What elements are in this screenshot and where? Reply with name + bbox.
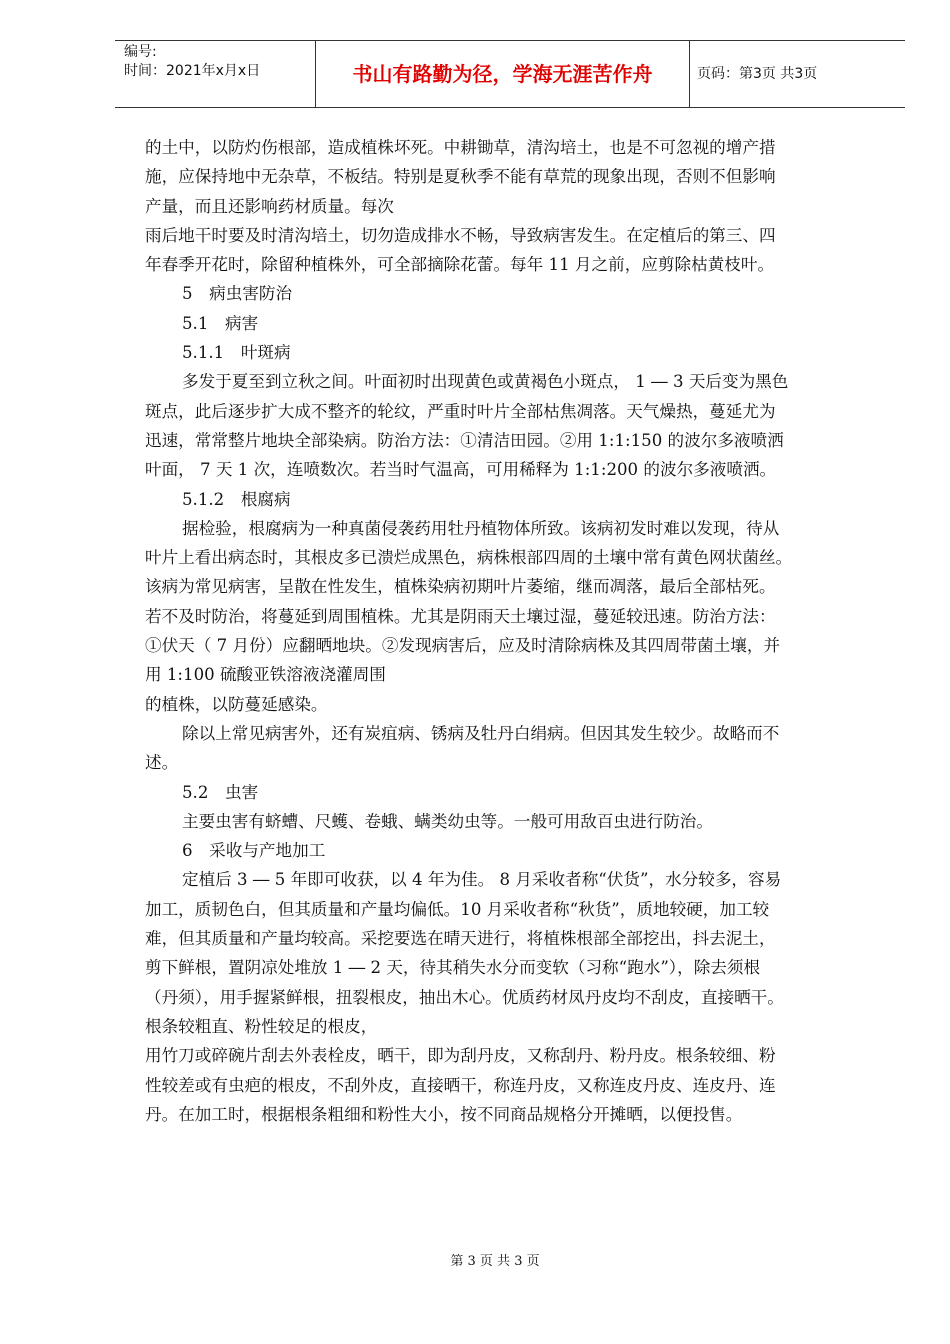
body-text-line: 剪下鲜根，置阴凉处堆放 1 ― 2 天，待其稍失水分而变软（习称“跑水”），除去须根 [145, 958, 761, 978]
body-text-line: 丹。在加工时，根据根条粗细和粉性大小，按不同商品规格分开摊晒，以便投售。 [145, 1104, 743, 1124]
page-header [115, 40, 905, 108]
body-text-line: 5.1 病害 [182, 313, 259, 333]
body-text-line: 述。 [145, 753, 179, 773]
body-text-line: 主要虫害有蛴螬、尺蠖、卷蛾、螨类幼虫等。一般可用敌百虫进行防治。 [182, 811, 713, 831]
body-text-line: 据检验，根腐病为一种真菌侵袭药用牡丹植物体所致。该病初发时难以发现，待从 [182, 518, 780, 538]
body-text-line: 雨后地干时要及时清沟培土，切勿造成排水不畅，导致病害发生。在定植后的第三、四 [145, 225, 776, 245]
body-text-line: 6 采收与产地加工 [182, 841, 326, 861]
body-text-line: 多发于夏至到立秋之间。叶面初时出现黄色或黄褐色小斑点， 1 ― 3 天后变为黑色 [182, 372, 789, 392]
body-text-line: 年春季开花时，除留种植株外，可全部摘除花蕾。每年 11 月之前，应剪除枯黄枝叶。 [145, 255, 775, 275]
body-text-line: ①伏天（ 7 月份）应翻晒地块。②发现病害后，应及时清除病株及其四周带菌土壤，并 [145, 636, 781, 656]
body-text-line: 5.1.1 叶斑病 [182, 343, 291, 363]
body-text-line: 斑点，此后逐步扩大成不整齐的轮纹，严重时叶片全部枯焦凋落。天气燥热，蔓延尤为 [145, 401, 776, 421]
body-text-line: 5.2 虫害 [182, 782, 259, 802]
document-number-label: 编号: [124, 44, 157, 60]
document-body [145, 133, 885, 1129]
body-text-line: 5.1.2 根腐病 [182, 489, 291, 509]
header-page-info: 页码：第3页 共3页 [697, 66, 818, 82]
body-text-line: 用竹刀或碎碗片刮去外表栓皮，晒干，即为刮丹皮，又称刮丹、粉丹皮。根条较细、粉 [145, 1046, 776, 1066]
body-text-line: 5 病虫害防治 [182, 284, 293, 304]
body-text-line: 该病为常见病害，呈散在性发生，植株染病初期叶片萎缩，继而凋落，最后全部枯死。 [145, 577, 776, 597]
body-text-line: 施，应保持地中无杂草，不板结。特别是夏秋季不能有草荒的现象出现，否则不但影响 [145, 167, 776, 187]
body-text-line: 除以上常见病害外，还有炭疽病、锈病及牡丹白绢病。但因其发生较少。故略而不 [182, 723, 780, 743]
body-text-line: （丹须），用手握紧鲜根，扭裂根皮，抽出木心。优质药材凤丹皮均不刮皮，直接晒干。 [145, 987, 784, 1007]
body-text-line: 性较差或有虫疤的根皮，不刮外皮，直接晒干，称连丹皮，又称连皮丹皮、连皮丹、连 [145, 1075, 776, 1095]
body-text-line: 加工，质韧色白，但其质量和产量均偏低。10 月采收者称“秋货”，质地较硬，加工较 [145, 899, 770, 919]
body-text-line: 叶面， 7 天 1 次，连喷数次。若当时气温高，可用稀释为 1:1:200 的波尔多液喷洒。 [145, 460, 777, 480]
body-text-line: 若不及时防治，将蔓延到周围植株。尤其是阴雨天土壤过湿，蔓延较迅速。防治方法： [145, 606, 776, 626]
page-footer: 第 3 页 共 3 页 [450, 1254, 540, 1269]
body-text-line: 用 1:100 硫酸亚铁溶液浇灌周围 [145, 665, 386, 685]
body-text-line: 叶片上看出病态时，其根皮多已溃烂成黑色，病株根部四周的土壤中常有黄色网状菌丝。 [145, 548, 793, 568]
header-meta-cell [115, 41, 316, 107]
body-text-line: 迅速，常常整片地块全部染病。防治方法：①清洁田园。②用 1:1:150 的波尔多液喷洒 [145, 430, 784, 450]
body-text-line: 的土中，以防灼伤根部，造成植株坏死。中耕锄草，清沟培土，也是不可忽视的增产措 [145, 138, 776, 157]
body-text-line: 难，但其质量和产量均较高。采挖要选在晴天进行，将植株根部全部挖出，抖去泥土， [145, 929, 776, 949]
body-text-line: 的植株，以防蔓延感染。 [145, 694, 328, 714]
header-motto: 书山有路勤为径，学海无涯苦作舟 [316, 41, 690, 107]
document-time-label: 时间：2021年x月x日 [124, 63, 261, 79]
body-text-line: 根条较粗直、粉性较足的根皮， [145, 1016, 378, 1036]
body-text-line: 产量，而且还影响药材质量。每次 [145, 196, 394, 216]
body-text-line: 定植后 3 ― 5 年即可收获，以 4 年为佳。 8 月采收者称“伏货”，水分较多，容易 [182, 870, 782, 890]
